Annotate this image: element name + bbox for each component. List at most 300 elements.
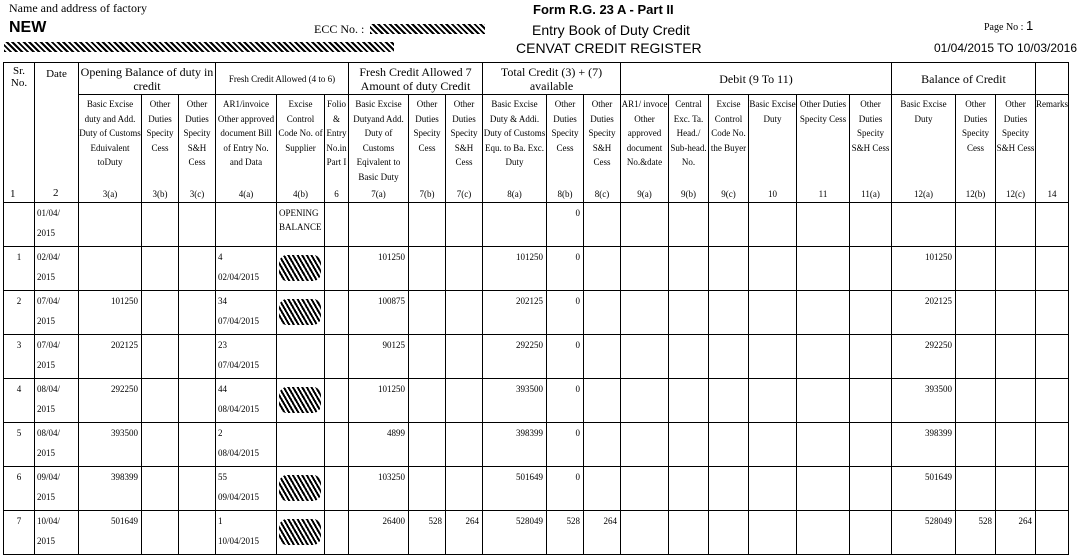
cell-3b xyxy=(142,291,179,335)
column-header-8a xyxy=(483,95,547,203)
cell-11a xyxy=(850,423,892,467)
column-header-14 xyxy=(1036,95,1069,203)
cell-7a xyxy=(349,203,409,247)
cell-9b xyxy=(669,423,709,467)
invoice-part: 23 xyxy=(218,340,227,350)
cell-4a xyxy=(216,379,277,423)
invoice-part: 44 xyxy=(218,384,227,394)
cell-11a xyxy=(850,467,892,511)
column-label: Basic Excise Duty xyxy=(749,99,796,124)
cell-3b xyxy=(142,335,179,379)
invoice-part: 10/04/2015 xyxy=(218,536,260,546)
cell-date xyxy=(35,467,79,511)
cell-4a xyxy=(216,335,277,379)
col-num-2: 2 xyxy=(53,187,59,199)
invoice-part: 08/04/2015 xyxy=(218,404,260,414)
date-part: 02/04/ xyxy=(37,252,61,262)
column-label: Basic Excise duty and Add. Duty of Customs Eduivalent toDuty xyxy=(79,99,141,167)
cell-7b xyxy=(409,423,446,467)
cell-3a: 202125 xyxy=(79,335,142,379)
cell-9b xyxy=(669,379,709,423)
table-row xyxy=(4,203,1069,247)
redacted-supplier-code xyxy=(279,299,321,325)
cell-12c: 264 xyxy=(996,511,1036,555)
column-number: 9(b) xyxy=(681,188,696,199)
column-number: 11 xyxy=(818,188,828,199)
column-label: Basic Excise Duty xyxy=(900,99,947,124)
cell-14 xyxy=(1036,203,1069,247)
date-part: 08/04/ xyxy=(37,428,61,438)
column-header-4b xyxy=(277,95,325,203)
cell-9a xyxy=(621,379,669,423)
cell-11a xyxy=(850,247,892,291)
cell-sr-no: 2 xyxy=(4,291,35,335)
cell-6 xyxy=(325,379,349,423)
column-label: Basic Excise Dutyand Add. Duty of Customs Eqivalent to Basic Duty xyxy=(353,99,404,182)
cell-7a: 90125 xyxy=(349,335,409,379)
cell-11 xyxy=(797,467,850,511)
cell-9b xyxy=(669,335,709,379)
cell-12a: 528049 xyxy=(892,511,956,555)
column-header-3a xyxy=(79,95,142,203)
table-row xyxy=(4,291,1069,335)
cell-9c xyxy=(709,511,749,555)
column-label: Other Duties Specity Cess xyxy=(146,99,174,153)
cell-8c: 264 xyxy=(584,511,621,555)
cell-11 xyxy=(797,335,850,379)
cell-4b xyxy=(277,467,325,511)
invoice-part: 1 xyxy=(218,516,223,526)
cell-7c xyxy=(446,467,483,511)
cell-7b: 528 xyxy=(409,511,446,555)
entry-book-title: Entry Book of Duty Credit xyxy=(532,22,690,38)
cell-4b xyxy=(277,379,325,423)
cell-7a: 103250 xyxy=(349,467,409,511)
cell-14 xyxy=(1036,467,1069,511)
column-number: 6 xyxy=(334,188,339,199)
cell-7b xyxy=(409,467,446,511)
column-label: AR1/invoice Other approved document Bill of Entry No. and Data xyxy=(217,99,275,167)
header-sr-no xyxy=(4,63,35,203)
cell-10 xyxy=(749,203,797,247)
cell-3c xyxy=(179,247,216,291)
header-opening-balance: Opening Balance of duty in credit xyxy=(79,63,216,95)
invoice-part: 09/04/2015 xyxy=(218,492,260,502)
column-header-11a xyxy=(850,95,892,203)
table-row xyxy=(4,379,1069,423)
column-number: 10 xyxy=(768,188,777,199)
cell-8a: 202125 xyxy=(483,291,547,335)
column-header-8c xyxy=(584,95,621,203)
column-header-12a xyxy=(892,95,956,203)
cell-date xyxy=(35,291,79,335)
header-sr-no-label: Sr. No. xyxy=(10,65,28,89)
column-number: 7(a) xyxy=(371,188,386,199)
column-label: AR1/ invoce Other approved document No.&date xyxy=(621,99,668,167)
cell-7b xyxy=(409,335,446,379)
cell-8c xyxy=(584,335,621,379)
cell-7b xyxy=(409,379,446,423)
cenvat-register-table xyxy=(3,62,1069,555)
column-header-3c xyxy=(179,95,216,203)
header-date xyxy=(35,63,79,203)
cell-sr-no: 6 xyxy=(4,467,35,511)
column-number: 9(a) xyxy=(637,188,652,199)
cell-date xyxy=(35,203,79,247)
page-number-value: 1 xyxy=(1025,18,1034,33)
cell-sr-no: 5 xyxy=(4,423,35,467)
factory-label: Name and address of factory xyxy=(9,1,147,15)
column-label: Other Duties Specity Cess xyxy=(799,99,847,124)
cell-4b xyxy=(277,511,325,555)
cell-12a: 202125 xyxy=(892,291,956,335)
header-date-label: Date xyxy=(46,68,67,80)
column-label: Central Exc. Ta. Head./ Sub-head. No. xyxy=(670,99,707,167)
cell-7a: 100875 xyxy=(349,291,409,335)
cell-6 xyxy=(325,423,349,467)
redacted-supplier-code xyxy=(279,255,321,281)
cell-3b xyxy=(142,423,179,467)
supplier-code-text xyxy=(279,335,324,338)
cell-11a xyxy=(850,291,892,335)
column-header-9b xyxy=(669,95,709,203)
cell-8a: 501649 xyxy=(483,467,547,511)
cell-9c xyxy=(709,203,749,247)
invoice-part: 2 xyxy=(218,428,223,438)
cell-9c xyxy=(709,379,749,423)
cell-9c xyxy=(709,335,749,379)
redacted-supplier-code xyxy=(279,519,321,545)
cell-12b xyxy=(956,203,996,247)
cell-9c xyxy=(709,247,749,291)
cell-date xyxy=(35,379,79,423)
cell-11 xyxy=(797,291,850,335)
date-part: 2015 xyxy=(37,316,55,326)
invoice-part: 07/04/2015 xyxy=(218,316,260,326)
cell-sr-no: 7 xyxy=(4,511,35,555)
date-part: 2015 xyxy=(37,360,55,370)
column-number: 4(b) xyxy=(293,188,308,199)
cell-12a: 292250 xyxy=(892,335,956,379)
cell-6 xyxy=(325,467,349,511)
date-part: 2015 xyxy=(37,448,55,458)
cell-date xyxy=(35,423,79,467)
redacted-supplier-code xyxy=(279,475,321,501)
cell-3a xyxy=(79,203,142,247)
invoice-part: 07/04/2015 xyxy=(218,360,260,370)
cell-4a xyxy=(216,511,277,555)
cell-9c xyxy=(709,291,749,335)
column-label: Other Duties Specity Cess xyxy=(551,99,579,153)
column-label: Other Duties Specity S&H Cess xyxy=(851,99,890,153)
date-part: 07/04/ xyxy=(37,296,61,306)
cell-12b xyxy=(956,467,996,511)
page-label: Page No : xyxy=(984,22,1024,33)
cell-6 xyxy=(325,335,349,379)
cell-7b xyxy=(409,291,446,335)
column-header-4a xyxy=(216,95,277,203)
cell-12c xyxy=(996,291,1036,335)
cell-date xyxy=(35,511,79,555)
cell-14 xyxy=(1036,423,1069,467)
date-part: 01/04/ xyxy=(37,208,61,218)
date-part: 2015 xyxy=(37,404,55,414)
factory-name: NEW xyxy=(9,19,47,36)
date-part: 09/04/ xyxy=(37,472,61,482)
cell-12a xyxy=(892,203,956,247)
cell-3c xyxy=(179,291,216,335)
cell-12b: 528 xyxy=(956,511,996,555)
cell-9a xyxy=(621,291,669,335)
column-label: Folio & Entry No.in Part I xyxy=(326,99,347,167)
cell-8a: 292250 xyxy=(483,335,547,379)
date-part: 2015 xyxy=(37,536,55,546)
cell-3a: 393500 xyxy=(79,423,142,467)
cell-3b xyxy=(142,203,179,247)
cell-3a: 101250 xyxy=(79,291,142,335)
cell-6 xyxy=(325,247,349,291)
cell-3a: 292250 xyxy=(79,379,142,423)
cell-4b xyxy=(277,203,325,247)
cell-12b xyxy=(956,423,996,467)
cell-7a: 101250 xyxy=(349,247,409,291)
cell-12c xyxy=(996,423,1036,467)
column-header-7a xyxy=(349,95,409,203)
column-number: 7(c) xyxy=(456,188,472,199)
column-header-11 xyxy=(797,95,850,203)
cell-8b: 0 xyxy=(547,467,584,511)
cell-11 xyxy=(797,203,850,247)
invoice-part: 34 xyxy=(218,296,227,306)
cell-11a xyxy=(850,335,892,379)
cell-12c xyxy=(996,203,1036,247)
cell-12b xyxy=(956,379,996,423)
cell-9a xyxy=(621,467,669,511)
cell-10 xyxy=(749,379,797,423)
cell-9c xyxy=(709,467,749,511)
column-number: 12(c) xyxy=(1006,188,1025,199)
column-label: Basic Excise Duty & Addi. Duty of Customs Equ. to Ba. Exc. Duty xyxy=(483,99,546,167)
register-title: CENVAT CREDIT REGISTER xyxy=(516,40,702,56)
column-header-6 xyxy=(325,95,349,203)
column-label: Excise Control Code No. the Buyer xyxy=(710,99,747,153)
cell-12c xyxy=(996,467,1036,511)
invoice-part: 02/04/2015 xyxy=(218,272,260,282)
column-number: 4(a) xyxy=(238,188,254,199)
column-label: Other Duties Specity Cess xyxy=(413,99,441,153)
cell-11 xyxy=(797,247,850,291)
cell-12c xyxy=(996,335,1036,379)
column-number: 3(b) xyxy=(152,188,168,199)
header-balance-of-credit: Balance of Credit xyxy=(892,63,1036,95)
cell-7a: 4899 xyxy=(349,423,409,467)
column-label: Other Duties Specity S&H Cess xyxy=(588,99,616,167)
cell-3a: 501649 xyxy=(79,511,142,555)
cell-3b xyxy=(142,511,179,555)
table-row xyxy=(4,511,1069,555)
table-row xyxy=(4,335,1069,379)
column-number: 9(c) xyxy=(721,188,736,199)
cell-date xyxy=(35,335,79,379)
cell-9b xyxy=(669,511,709,555)
cell-14 xyxy=(1036,291,1069,335)
column-number: 3(a) xyxy=(102,188,118,199)
column-label: Other Duties Specity Cess xyxy=(962,99,989,153)
cell-8c xyxy=(584,423,621,467)
date-part: 08/04/ xyxy=(37,384,61,394)
cell-6 xyxy=(325,203,349,247)
cell-3b xyxy=(142,467,179,511)
cell-7c xyxy=(446,247,483,291)
cell-8a: 393500 xyxy=(483,379,547,423)
header-debit: Debit (9 To 11) xyxy=(621,63,892,95)
cell-12b xyxy=(956,335,996,379)
col-num-1: 1 xyxy=(10,188,16,200)
date-part: 2015 xyxy=(37,228,55,238)
cell-10 xyxy=(749,467,797,511)
column-label: Other Duties Specity S&H Cess xyxy=(996,99,1035,153)
cell-3a: 398399 xyxy=(79,467,142,511)
cell-11 xyxy=(797,379,850,423)
column-number: 8(c) xyxy=(594,188,610,199)
column-number: 8(a) xyxy=(507,188,522,199)
column-number: 14 xyxy=(1047,188,1057,199)
column-number: 3(c) xyxy=(189,188,205,199)
cell-8c xyxy=(584,203,621,247)
column-header-10 xyxy=(749,95,797,203)
cell-6 xyxy=(325,511,349,555)
cell-8a: 398399 xyxy=(483,423,547,467)
cell-8c xyxy=(584,467,621,511)
cell-7c: 264 xyxy=(446,511,483,555)
invoice-part: 08/04/2015 xyxy=(218,448,260,458)
cell-14 xyxy=(1036,335,1069,379)
cell-sr-no: 1 xyxy=(4,247,35,291)
column-number: 11(a) xyxy=(861,188,880,199)
cell-12b xyxy=(956,247,996,291)
cell-4a xyxy=(216,247,277,291)
redacted-ecc-number xyxy=(370,24,485,34)
cell-9a xyxy=(621,335,669,379)
cell-9b xyxy=(669,291,709,335)
cell-11a xyxy=(850,379,892,423)
cell-11 xyxy=(797,511,850,555)
cell-8b: 0 xyxy=(547,203,584,247)
cell-12a: 501649 xyxy=(892,467,956,511)
cell-7a: 26400 xyxy=(349,511,409,555)
cell-7b xyxy=(409,203,446,247)
period-range: 01/04/2015 TO 10/03/2016 xyxy=(934,41,1078,55)
column-label: Other Duties Specity S&H Cess xyxy=(450,99,478,167)
cell-7c xyxy=(446,423,483,467)
cell-7c xyxy=(446,291,483,335)
cell-sr-no xyxy=(4,203,35,247)
cell-date xyxy=(35,247,79,291)
table-row xyxy=(4,247,1069,291)
cell-3b xyxy=(142,379,179,423)
cell-8a: 101250 xyxy=(483,247,547,291)
cell-9a xyxy=(621,247,669,291)
table-row xyxy=(4,467,1069,511)
cell-4b xyxy=(277,423,325,467)
cell-8b: 0 xyxy=(547,335,584,379)
cell-12c xyxy=(996,247,1036,291)
cell-9c xyxy=(709,423,749,467)
cell-3c xyxy=(179,423,216,467)
header-fresh-credit-allowed: Fresh Credit Allowed (4 to 6) xyxy=(216,63,349,95)
invoice-part: 4 xyxy=(218,252,223,262)
redacted-supplier-code xyxy=(279,387,321,413)
cell-8b: 0 xyxy=(547,291,584,335)
cell-10 xyxy=(749,291,797,335)
cell-3a xyxy=(79,247,142,291)
column-header-9c xyxy=(709,95,749,203)
cell-3c xyxy=(179,335,216,379)
cell-14 xyxy=(1036,379,1069,423)
cell-sr-no: 4 xyxy=(4,379,35,423)
cell-4a xyxy=(216,203,277,247)
column-label: Excise Control Code No. of Supplier xyxy=(278,99,323,153)
supplier-code-text: OPENING BALANCE xyxy=(279,208,322,232)
invoice-part: 55 xyxy=(218,472,227,482)
date-part: 2015 xyxy=(37,272,55,282)
column-number: 12(a) xyxy=(914,188,933,199)
cell-4b xyxy=(277,247,325,291)
column-number: 12(b) xyxy=(965,188,986,199)
cell-7c xyxy=(446,379,483,423)
cell-sr-no: 3 xyxy=(4,335,35,379)
cell-8a xyxy=(483,203,547,247)
column-header-12c xyxy=(996,95,1036,203)
column-header-12b xyxy=(956,95,996,203)
ecc-label: ECC No. : xyxy=(314,22,365,36)
column-header-3b xyxy=(142,95,179,203)
cell-8b: 0 xyxy=(547,423,584,467)
column-header-9a xyxy=(621,95,669,203)
cell-9b xyxy=(669,467,709,511)
cell-10 xyxy=(749,335,797,379)
cell-8a: 528049 xyxy=(483,511,547,555)
header-total-credit: Total Credit (3) + (7) available xyxy=(483,63,621,95)
cell-14 xyxy=(1036,247,1069,291)
date-part: 2015 xyxy=(37,492,55,502)
cell-7b xyxy=(409,247,446,291)
cell-14 xyxy=(1036,511,1069,555)
cell-10 xyxy=(749,423,797,467)
cell-8c xyxy=(584,291,621,335)
cell-7a: 101250 xyxy=(349,379,409,423)
date-part: 07/04/ xyxy=(37,340,61,350)
cell-4b xyxy=(277,291,325,335)
cell-12b xyxy=(956,291,996,335)
cell-3c xyxy=(179,379,216,423)
cell-6 xyxy=(325,291,349,335)
cell-8b: 528 xyxy=(547,511,584,555)
date-part: 10/04/ xyxy=(37,516,61,526)
cell-12a: 398399 xyxy=(892,423,956,467)
cell-9b xyxy=(669,247,709,291)
cell-4a xyxy=(216,423,277,467)
cell-8b: 0 xyxy=(547,379,584,423)
column-label: Remarks xyxy=(1036,99,1068,109)
cell-9a xyxy=(621,511,669,555)
supplier-code-text xyxy=(279,423,324,426)
cell-3c xyxy=(179,467,216,511)
header-fresh-credit-amount: Fresh Credit Allowed 7 Amount of duty Credit xyxy=(349,63,483,95)
page-number xyxy=(984,18,1033,33)
cell-10 xyxy=(749,247,797,291)
cell-11 xyxy=(797,423,850,467)
